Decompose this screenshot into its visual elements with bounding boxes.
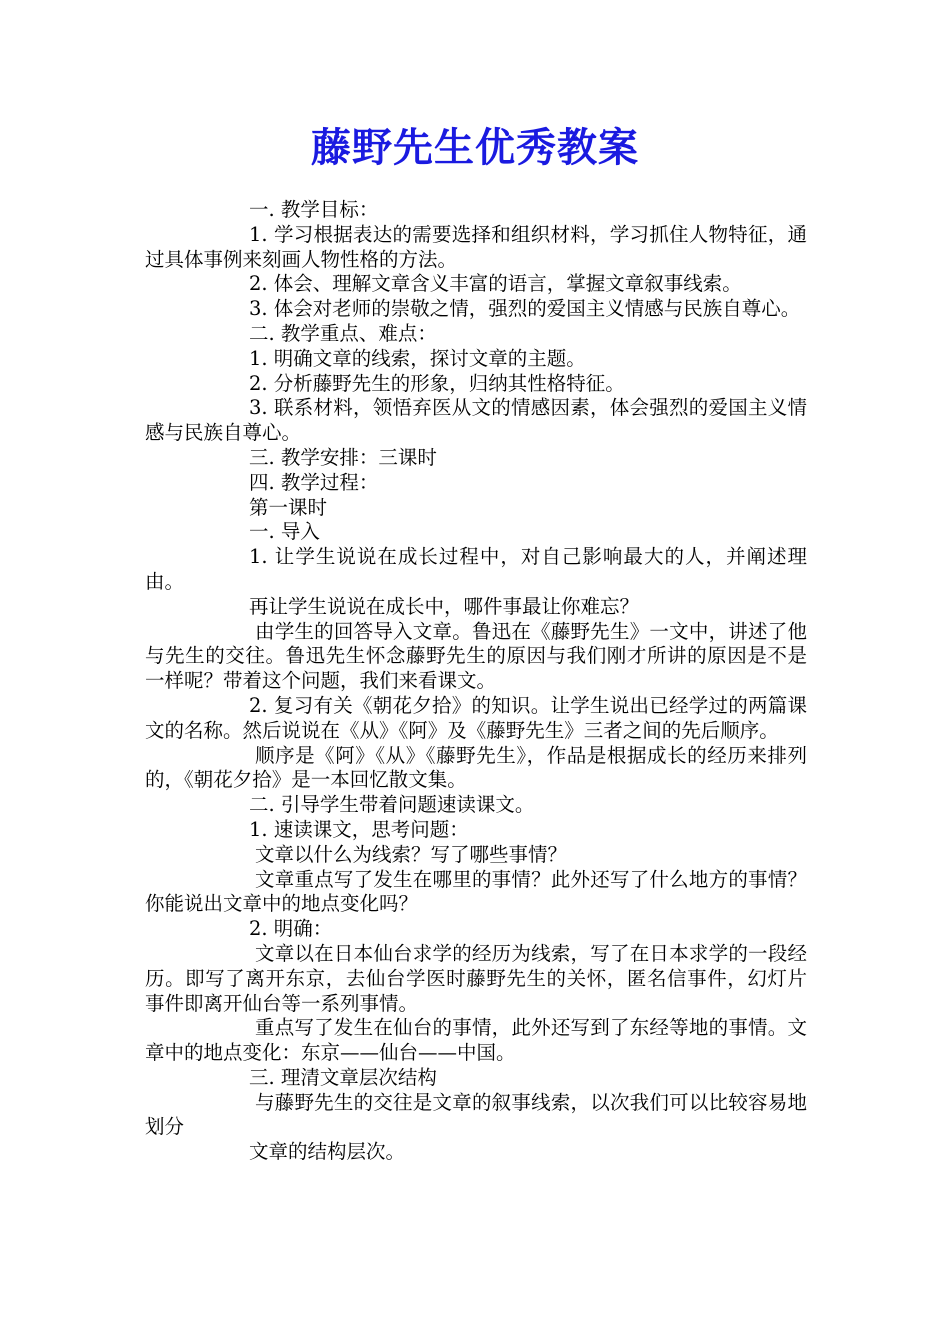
paragraph: 2. 明确： (249, 917, 333, 941)
paragraph: 1. 学习根据表达的需要选择和组织材料，学习抓住人物特征，通过具体事例来刻画人物性格的方法。 (145, 222, 807, 271)
paragraph: 2. 复习有关《朝花夕拾》的知识。让学生说出已经学过的两篇课文的名称。然后说说在《从》《阿》及《藤野先生》三者之间的先后顺序。 (145, 693, 807, 742)
paragraph: 1. 让学生说说在成长过程中，对自己影响最大的人，并阐述理由。 (145, 545, 807, 593)
document-body (145, 198, 807, 1165)
paragraph: 由学生的回答导入文章。鲁迅在《藤野先生》一文中，讲述了他与先生的交往。鲁迅先生怀念藤野先生的原因与我们刚才所讲的原因是不是一样呢？带着这个问题，我们来看课文。 (145, 619, 807, 693)
paragraph: 顺序是《阿》《从》《藤野先生》，作品是根据成长的经历来排列的，《朝花夕拾》是一本回忆散文集。 (145, 743, 807, 792)
paragraph: 3. 联系材料，领悟弃医从文的情感因素，体会强烈的爱国主义情感与民族自尊心。 (145, 396, 807, 445)
paragraph: 2. 分析藤野先生的形象，归纳其性格特征。 (249, 371, 625, 395)
paragraph: 文章以什么为线索？写了哪些事情？ (255, 842, 568, 866)
paragraph: 文章重点写了发生在哪里的事情？此外还写了什么地方的事情？你能说出文章中的地点变化吗？ (145, 867, 807, 916)
paragraph: 三. 理清文章层次结构 (249, 1065, 437, 1089)
paragraph: 三. 教学安排：三课时 (249, 445, 437, 469)
paragraph: 再让学生说说在成长中，哪件事最让你难忘？ (249, 594, 640, 618)
paragraph: 四. 教学过程： (249, 470, 379, 494)
paragraph: 一. 教学目标： (249, 198, 379, 221)
paragraph: 一. 导入 (249, 520, 320, 544)
paragraph: 文章的结构层次。 (249, 1140, 406, 1164)
paragraph: 二. 引导学生带着问题速读课文。 (249, 793, 535, 817)
paragraph: 二. 教学重点、难点： (249, 321, 437, 345)
paragraph: 与藤野先生的交往是文章的叙事线索，以次我们可以比较容易地划分 (145, 1090, 807, 1139)
paragraph: 3. 体会对老师的崇敬之情，强烈的爱国主义情感与民族自尊心。 (249, 297, 801, 321)
paragraph: 第一课时 (249, 495, 328, 519)
document-title: 藤野先生优秀教案 (311, 124, 639, 171)
paragraph: 1. 速读课文，思考问题： (249, 817, 469, 841)
paragraph: 重点写了发生在仙台的事情，此外还写到了东经等地的事情。文章中的地点变化：东京——仙台——中国。 (145, 1016, 807, 1065)
paragraph: 2. 体会、理解文章含义丰富的语言，掌握文章叙事线索。 (249, 272, 742, 296)
paragraph: 文章以在日本仙台求学的经历为线索，写了在日本求学的一段经历。即写了离开东京，去仙台学医时藤野先生的关怀，匿名信事件，幻灯片事件即离开仙台等一系列事情。 (145, 941, 807, 1015)
paragraph: 1. 明确文章的线索，探讨文章的主题。 (249, 346, 586, 370)
